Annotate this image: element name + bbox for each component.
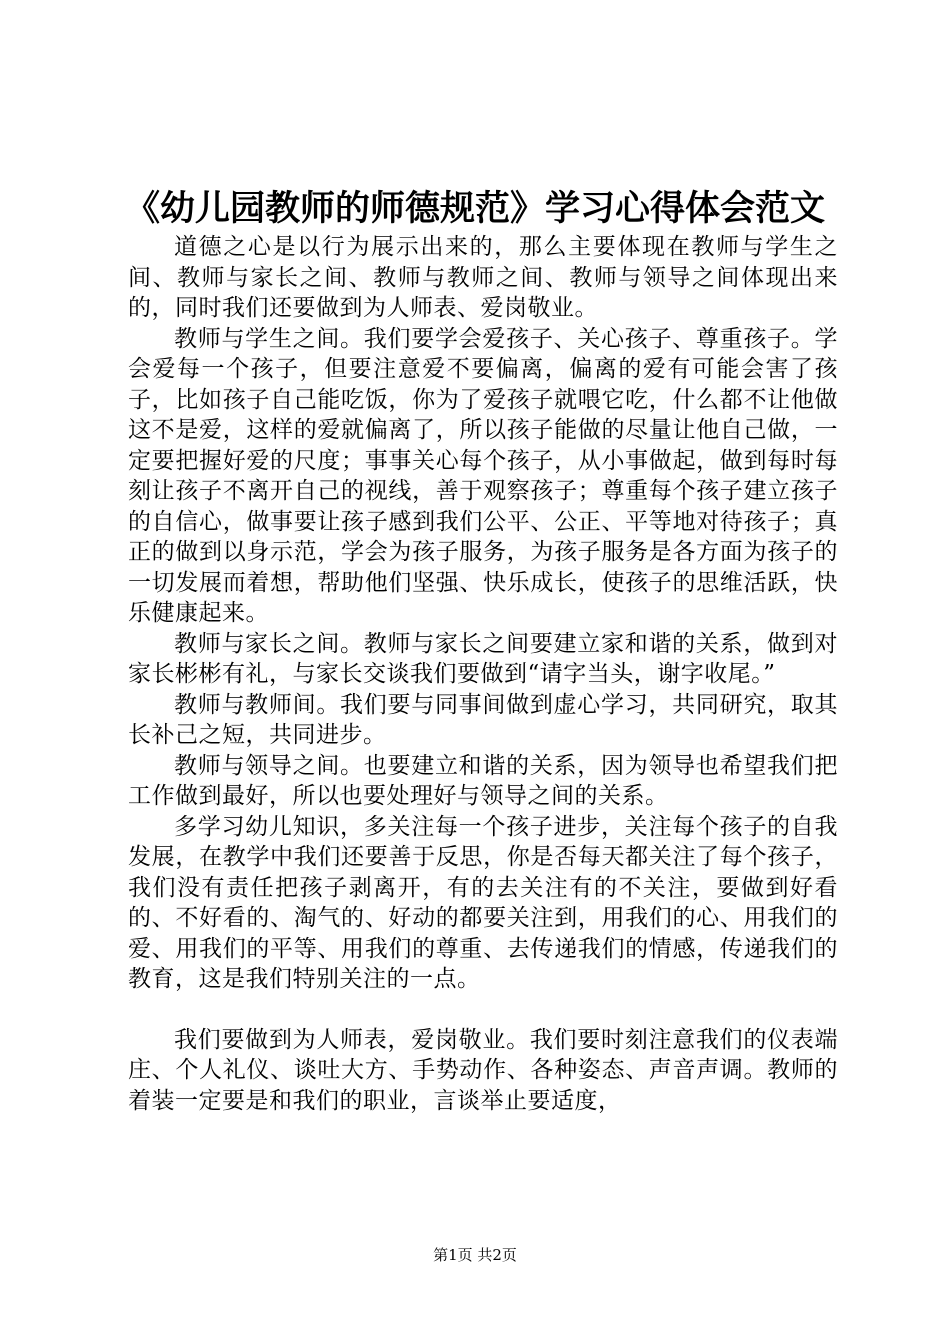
document-body — [128, 232, 838, 1116]
paragraph: 道德之心是以行为展示出来的，那么主要体现在教师与学生之间、教师与家长之间、教师与教师之间、教师与领导之间体现出来的，同时我们还要做到为人师表、爱岗敬业。 — [128, 234, 838, 321]
paragraph: 教师与家长之间。教师与家长之间要建立家和谐的关系，做到对家长彬彬有礼，与家长交谈我们要做到“请字当头，谢字收尾。” — [128, 630, 838, 687]
document-title: 《幼儿园教师的师德规范》学习心得体会范文 — [124, 188, 825, 229]
paragraph: 教师与教师间。我们要与同事间做到虚心学习，共同研究，取其长补己之短，共同进步。 — [128, 691, 838, 748]
paragraph: 教师与学生之间。我们要学会爱孩子、关心孩子、尊重孩子。学会爱每一个孩子，但要注意爱不要偏离，偏离的爱有可能会害了孩子，比如孩子自己能吃饭，你为了爱孩子就喂它吃，什么都不让他做这不是爱，这样的爱就偏离了，所以孩子能做的尽量让他自己做，一定要把握好爱的尺度；事事关心每个孩子，从小事做起，做到每时每刻让孩子不离开自己的视线，善于观察孩子；尊重每个孩子建立孩子的自信心，做事要让孩子感到我们公平、公正、平等地对待孩子；真正的做到以身示范，学会为孩子服务，为孩子服务是各方面为孩子的一切发展而着想，帮助他们坚强、快乐成长，使孩子的思维活跃，快乐健康起来。 — [128, 325, 838, 626]
paragraph: 我们要做到为人师表，爱岗敬业。我们要时刻注意我们的仪表端庄、个人礼仪、谈吐大方、手势动作、各种姿态、声音声调。教师的着装一定要是和我们的职业，言谈举止要适度， — [128, 1026, 838, 1114]
paragraph: 多学习幼儿知识，多关注每一个孩子进步，关注每个孩子的自我发展，在教学中我们还要善于反思，你是否每天都关注了每个孩子，我们没有责任把孩子剥离开，有的去关注有的不关注，要做到好看的、不好看的、淘气的、好动的都要关注到，用我们的心、用我们的爱、用我们的平等、用我们的尊重、去传递我们的情感，传递我们的教育，这是我们特别关注的一点。 — [128, 813, 838, 992]
paragraph: 教师与领导之间。也要建立和谐的关系，因为领导也希望我们把工作做到最好，所以也要处理好与领导之间的关系。 — [128, 752, 838, 809]
page-footer: 第1页 共2页 — [433, 1246, 517, 1264]
